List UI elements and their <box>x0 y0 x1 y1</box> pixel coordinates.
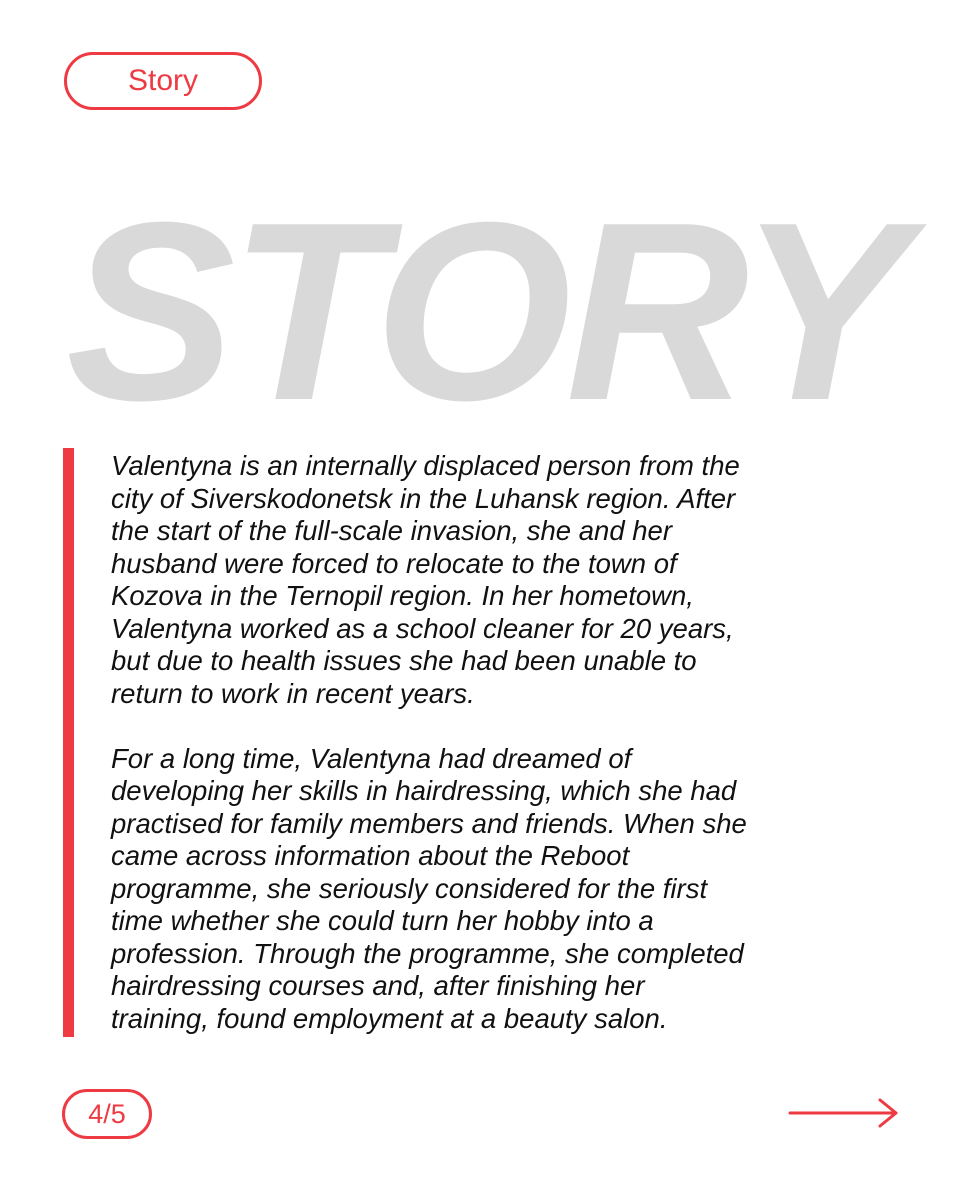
page-indicator-label: 4/5 <box>88 1098 126 1129</box>
arrow-right-icon <box>788 1094 902 1132</box>
accent-bar <box>63 448 74 1037</box>
story-tag-label: Story <box>127 64 199 97</box>
story-text <box>111 450 901 1035</box>
story-paragraph-2: For a long time, Valentyna had dreamed of developing her skills in hairdressing, which she had practised for family members and friends. When she came across information about the Reboot programme, she seriously considered for the first time whether she could turn her hobby into a profession. Through the programme, she completed hairdressing courses and, after finishing her training, found employment at a beauty salon. <box>111 742 747 1034</box>
story-tag <box>64 52 262 110</box>
next-page-button[interactable] <box>788 1094 902 1132</box>
background-title: STORY <box>66 186 902 436</box>
page-indicator <box>62 1089 152 1139</box>
story-paragraph-1: Valentyna is an internally displaced person from the city of Siverskodonetsk in the Luhansk region. After the start of the full-scale invasion, she and her husband were forced to relocate to the town of Kozova in the Ternopil region. In her hometown, Valentyna worked as a school cleaner for 20 years, but due to health issues she had been unable to return to work in recent years. <box>111 450 740 709</box>
